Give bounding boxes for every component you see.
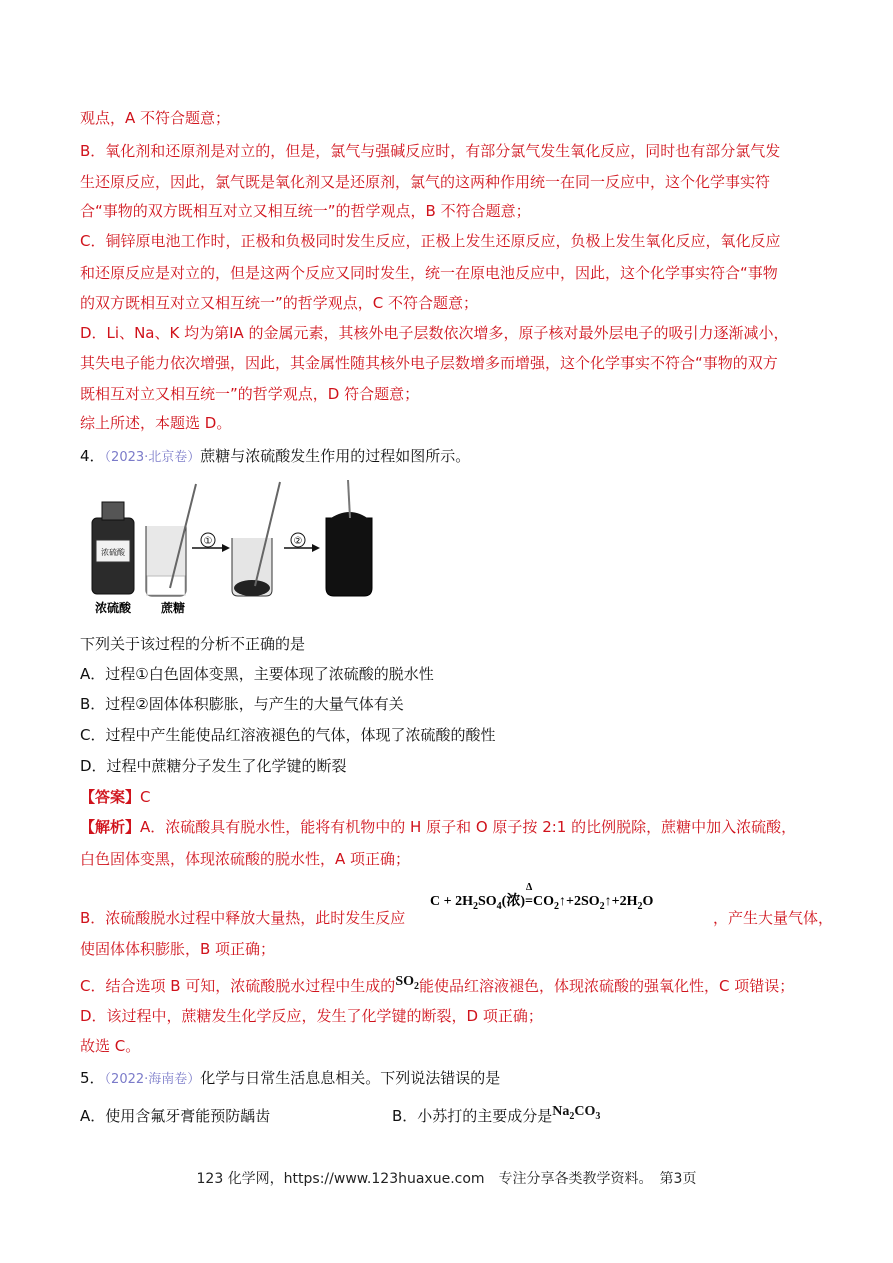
analysis-text: C．结合选项 B 可知，浓硫酸脱水过程中生成的	[80, 977, 396, 995]
text-line: 生还原反应，因此，氯气既是氧化剂又是还原剂，氯气的这两种作用统一在同一反应中，这个化学事实符	[80, 173, 771, 191]
sucrose-acid-figure	[80, 478, 380, 618]
answer-tag: 【答案】	[80, 788, 141, 806]
option-a: A．过程①白色固体变黑，主要体现了浓硫酸的脱水性	[80, 665, 434, 683]
sugar-label: 蔗糖	[160, 601, 186, 615]
analysis-line: 使固体体积膨胀，B 项正确；	[80, 940, 276, 958]
option-text: B．小苏打的主要成分是	[392, 1107, 553, 1125]
text-line: 其失电子能力依次增强，因此，其金属性随其核外电子层数增多而增强，这个化学事实不符合“事物的双方	[80, 354, 778, 372]
analysis-line: D．该过程中，蔗糖发生化学反应，发生了化学键的断裂，D 项正确；	[80, 1007, 543, 1025]
text-line: 既相互对立又相互统一”的哲学观点，D 符合题意；	[80, 385, 420, 403]
analysis-line	[80, 817, 796, 837]
option-d: D．过程中蔗糖分子发生了化学键的断裂	[80, 757, 347, 775]
analysis-text: 能使品红溶液褪色，体现浓硫酸的强氧化性，C 项错误；	[419, 977, 795, 995]
question-prompt: 下列关于该过程的分析不正确的是	[80, 635, 306, 653]
analysis-line: 故选 C。	[80, 1037, 141, 1055]
analysis-line-end: ，产生大量气体，	[713, 909, 834, 927]
text-line: C．铜锌原电池工作时，正极和负极同时发生反应，正极上发生还原反应，负极上发生氧化反应，氧化反应	[80, 232, 781, 250]
question-number: 5．	[80, 1069, 105, 1087]
na2co3-formula: $Na_2CO_3$	[552, 1104, 601, 1122]
bottle-label: 浓硫酸	[101, 548, 125, 557]
analysis-line: 白色固体变黑，体现浓硫酸的脱水性，A 项正确；	[80, 850, 411, 868]
step-1-label: ①	[203, 536, 213, 547]
analysis-tag: 【解析】	[80, 818, 141, 836]
text-line: D．Li、Na、K 均为第IA 的金属元素，其核外电子层数依次增多，原子核对最外层电子的吸引力逐渐减小，	[80, 324, 789, 342]
reaction-equation: $C + 2H_2SO_4$(浓)= Δ $CO_2↑+2SO_2↑+2H_2O$	[430, 882, 654, 912]
answer-value: C	[140, 788, 151, 806]
text-line: 的双方既相互对立又相互统一”的哲学观点，C 不符合题意；	[80, 294, 479, 312]
question-stem: 化学与日常生活息息相关。下列说法错误的是	[200, 1069, 501, 1087]
option-c: C．过程中产生能使品红溶液褪色的气体，体现了浓硫酸的酸性	[80, 726, 496, 744]
acid-label: 浓硫酸	[94, 601, 132, 615]
text-line: 合“事物的双方既相互对立又相互统一”的哲学观点，B 不符合题意；	[80, 202, 531, 220]
q5-option-b	[392, 1106, 600, 1133]
so2-formula: $SO_2$	[395, 974, 419, 992]
analysis-text: A．浓硫酸具有脱水性，能将有机物中的 H 原子和 O 原子按 2:1 的比例脱除，蔗糖中加入浓硫酸，	[140, 818, 797, 836]
text-line: B．氧化剂和还原剂是对立的，但是，氯气与强碱反应时，有部分氯气发生氧化反应，同时也有部分氯气发	[80, 142, 781, 160]
text-line: 和还原反应是对立的，但是这两个反应又同时发生，统一在原电池反应中，因此，这个化学事实符合“事物	[80, 264, 778, 282]
text-line: 综上所述，本题选 D。	[80, 414, 232, 432]
answer	[80, 787, 151, 807]
text-line: 观点，A 不符合题意；	[80, 109, 231, 127]
question-5-stem	[80, 1068, 500, 1090]
question-4-stem	[80, 446, 470, 468]
question-stem: 蔗糖与浓硫酸发生作用的过程如图所示。	[200, 447, 471, 465]
question-number: 4．	[80, 447, 105, 465]
q5-option-a: A．使用含氟牙膏能预防龋齿	[80, 1107, 271, 1125]
question-source: （2022·海南卷）	[104, 1072, 201, 1087]
question-source: （2023·北京卷）	[104, 450, 201, 465]
page-footer: 123 化学网，https://www.123huaxue.com 专注分享各类教学资料。 第3页	[196, 1171, 697, 1187]
step-2-label: ②	[293, 536, 303, 547]
option-b: B．过程②固体体积膨胀，与产生的大量气体有关	[80, 695, 404, 713]
analysis-line: B．浓硫酸脱水过程中释放大量热，此时发生反应	[80, 909, 406, 927]
analysis-line	[80, 976, 794, 1003]
